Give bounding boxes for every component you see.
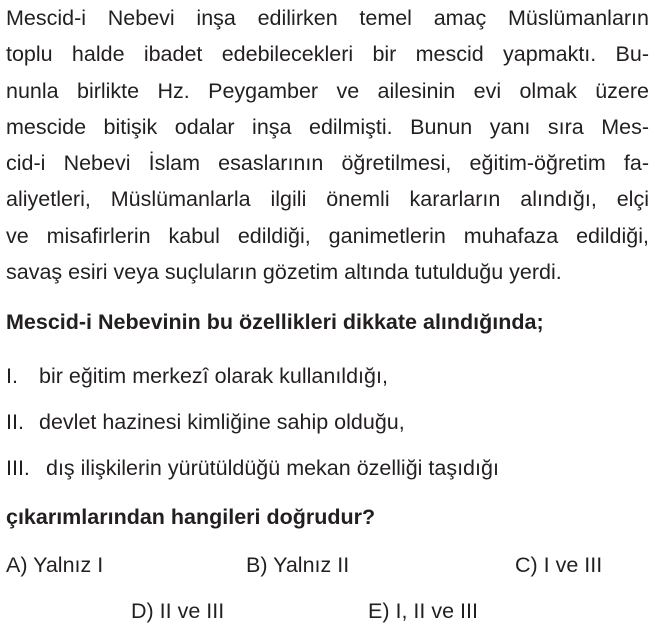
- option-letter: D): [131, 599, 154, 623]
- answer-option-b[interactable]: [246, 553, 349, 578]
- passage-line: aliyetleri, Müslümanlarla ilgili önemli kararların alındığı, elçi: [6, 187, 649, 212]
- passage-line: savaş esiri veya suçluların gözetim altında tutulduğu yerdi.: [6, 260, 562, 285]
- answer-option-a[interactable]: [6, 553, 103, 578]
- statement-text: dış ilişkilerin yürütüldüğü mekan özelliği taşıdığı: [46, 456, 499, 480]
- passage: [6, 0, 649, 290]
- option-letter: B): [246, 553, 268, 577]
- question-block: [6, 0, 649, 623]
- statement-numeral: I.: [6, 364, 18, 388]
- option-text: II ve III: [159, 599, 225, 623]
- statement-numeral: III.: [6, 456, 30, 480]
- statement-text: bir eğitim merkezî olarak kullanıldığı,: [39, 364, 388, 388]
- option-text: I ve III: [543, 553, 603, 577]
- statement-item: [6, 410, 499, 456]
- passage-line: mescide bitişik odalar inşa edilmişti. Bunun yanı sıra Mes-: [6, 114, 649, 139]
- option-letter: C): [515, 553, 538, 577]
- option-letter: A): [6, 553, 28, 577]
- statement-numeral: II.: [6, 410, 24, 434]
- passage-line: toplu halde ibadet edebilecekleri bir mescid yapmaktı. Bu-: [6, 42, 649, 67]
- option-text: I, II ve III: [395, 599, 478, 623]
- statement-list: [6, 364, 499, 502]
- option-text: Yalnız I: [33, 553, 104, 577]
- option-letter: E): [368, 599, 390, 623]
- statement-text: devlet hazinesi kimliğine sahip olduğu,: [39, 410, 405, 434]
- answer-option-d[interactable]: [131, 599, 224, 624]
- statement-item: [6, 364, 499, 410]
- question-prompt: çıkarımlarından hangileri doğrudur?: [6, 505, 376, 529]
- passage-line: ve misafirlerin kabul edildiği, ganimetlerin muhafaza edildiği,: [6, 223, 649, 248]
- option-text: Yalnız II: [273, 553, 350, 577]
- answer-option-c[interactable]: [515, 553, 602, 578]
- answer-option-e[interactable]: [368, 599, 478, 624]
- lead-in-prompt: Mescid-i Nebevinin bu özellikleri dikkate alındığında;: [6, 310, 544, 334]
- passage-line: nunla birlikte Hz. Peygamber ve ailesinin evi olmak üzere: [6, 78, 649, 103]
- passage-line: Mescid-i Nebevi inşa edilirken temel amaç Müslümanların: [6, 6, 649, 30]
- passage-line: cid-i Nebevi İslam esaslarının öğretilmesi, eğitim-öğretim fa-: [6, 151, 649, 176]
- statement-item: [6, 456, 499, 502]
